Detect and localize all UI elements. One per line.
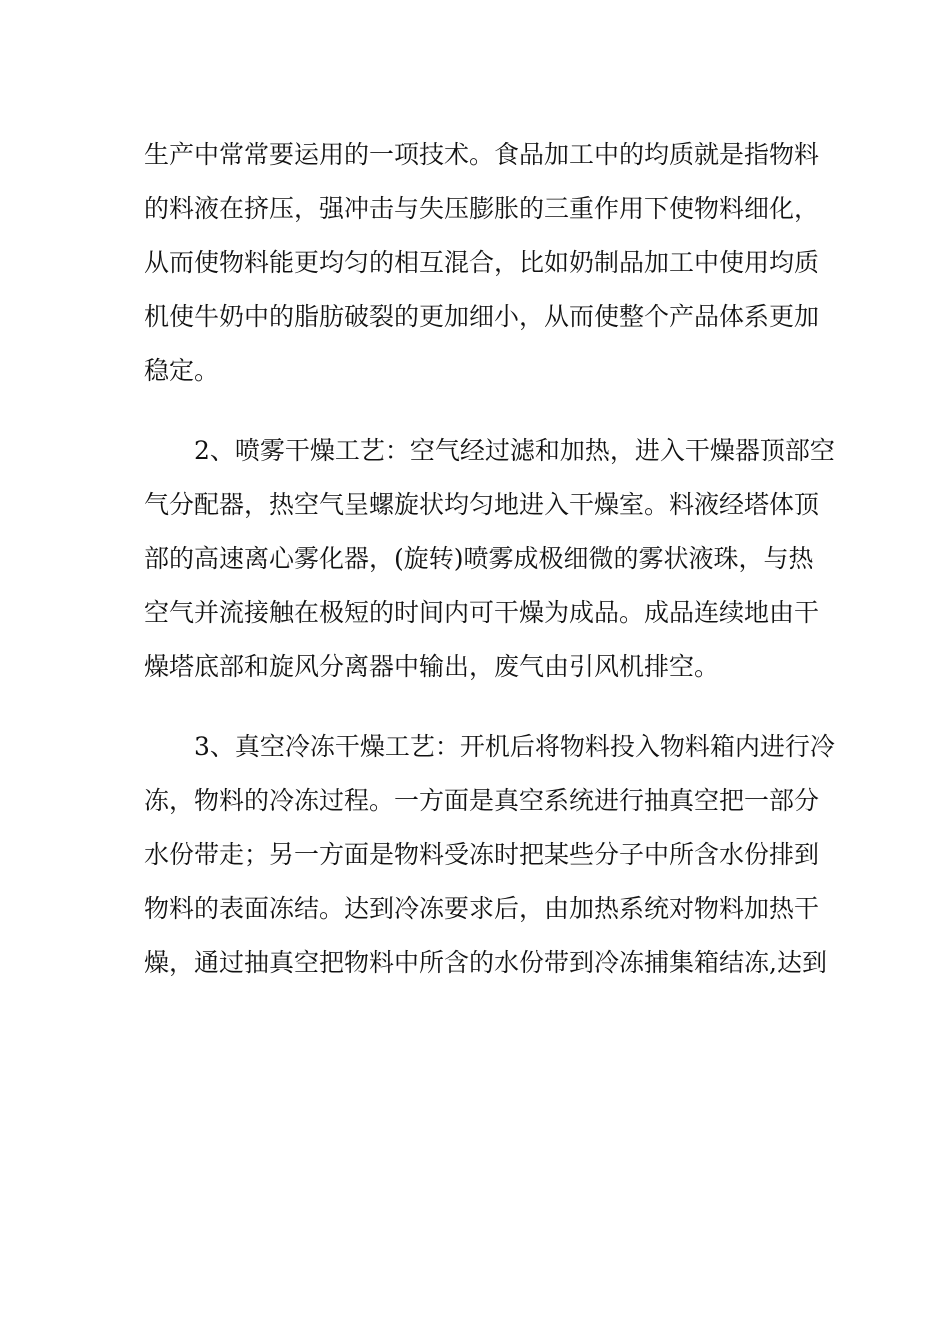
paragraph-spray-drying [144, 424, 835, 694]
paragraph-line: 物料的表面冻结。达到冷冻要求后，由加热系统对物料加热干 [144, 894, 820, 923]
paragraph-line: 空气并流接触在极短的时间内可干燥为成品。成品连续地由干 [144, 598, 820, 627]
paragraph-line: 生产中常常要运用的一项技术。食品加工中的均质就是指物料 [144, 140, 820, 169]
paragraph-line: 水份带走；另一方面是物料受冻时把某些分子中所含水份排到 [144, 840, 820, 869]
paragraph-line: 部的高速离心雾化器，(旋转)喷雾成极细微的雾状液珠，与热 [144, 544, 814, 573]
paragraph-line: 2、喷雾干燥工艺：空气经过滤和加热，进入干燥器顶部空 [144, 436, 835, 465]
paragraph-line: 稳定。 [144, 356, 220, 385]
paragraph-spacer [144, 398, 808, 424]
paragraph-line: 冻，物料的冷冻过程。一方面是真空系统进行抽真空把一部分 [144, 786, 820, 815]
paragraph-line: 气分配器，热空气呈螺旋状均匀地进入干燥室。料液经塔体顶 [144, 490, 820, 519]
paragraph-line: 燥，通过抽真空把物料中所含的水份带到冷冻捕集箱结冻,达到 [144, 948, 827, 977]
paragraph-line: 3、真空冷冻干燥工艺：开机后将物料投入物料箱内进行冷 [144, 732, 835, 761]
paragraph-line: 从而使物料能更均匀的相互混合，比如奶制品加工中使用均质 [144, 248, 820, 277]
paragraph-homogenization-continued [144, 128, 820, 398]
paragraph-spacer [144, 694, 808, 720]
paragraph-line: 的料液在挤压，强冲击与失压膨胀的三重作用下使物料细化， [144, 194, 820, 223]
paragraph-line: 燥塔底部和旋风分离器中输出，废气由引风机排空。 [144, 652, 720, 681]
paragraph-line: 机使牛奶中的脂肪破裂的更加细小，从而使整个产品体系更加 [144, 302, 820, 331]
paragraph-freeze-drying [144, 720, 835, 990]
document-body [144, 128, 835, 990]
